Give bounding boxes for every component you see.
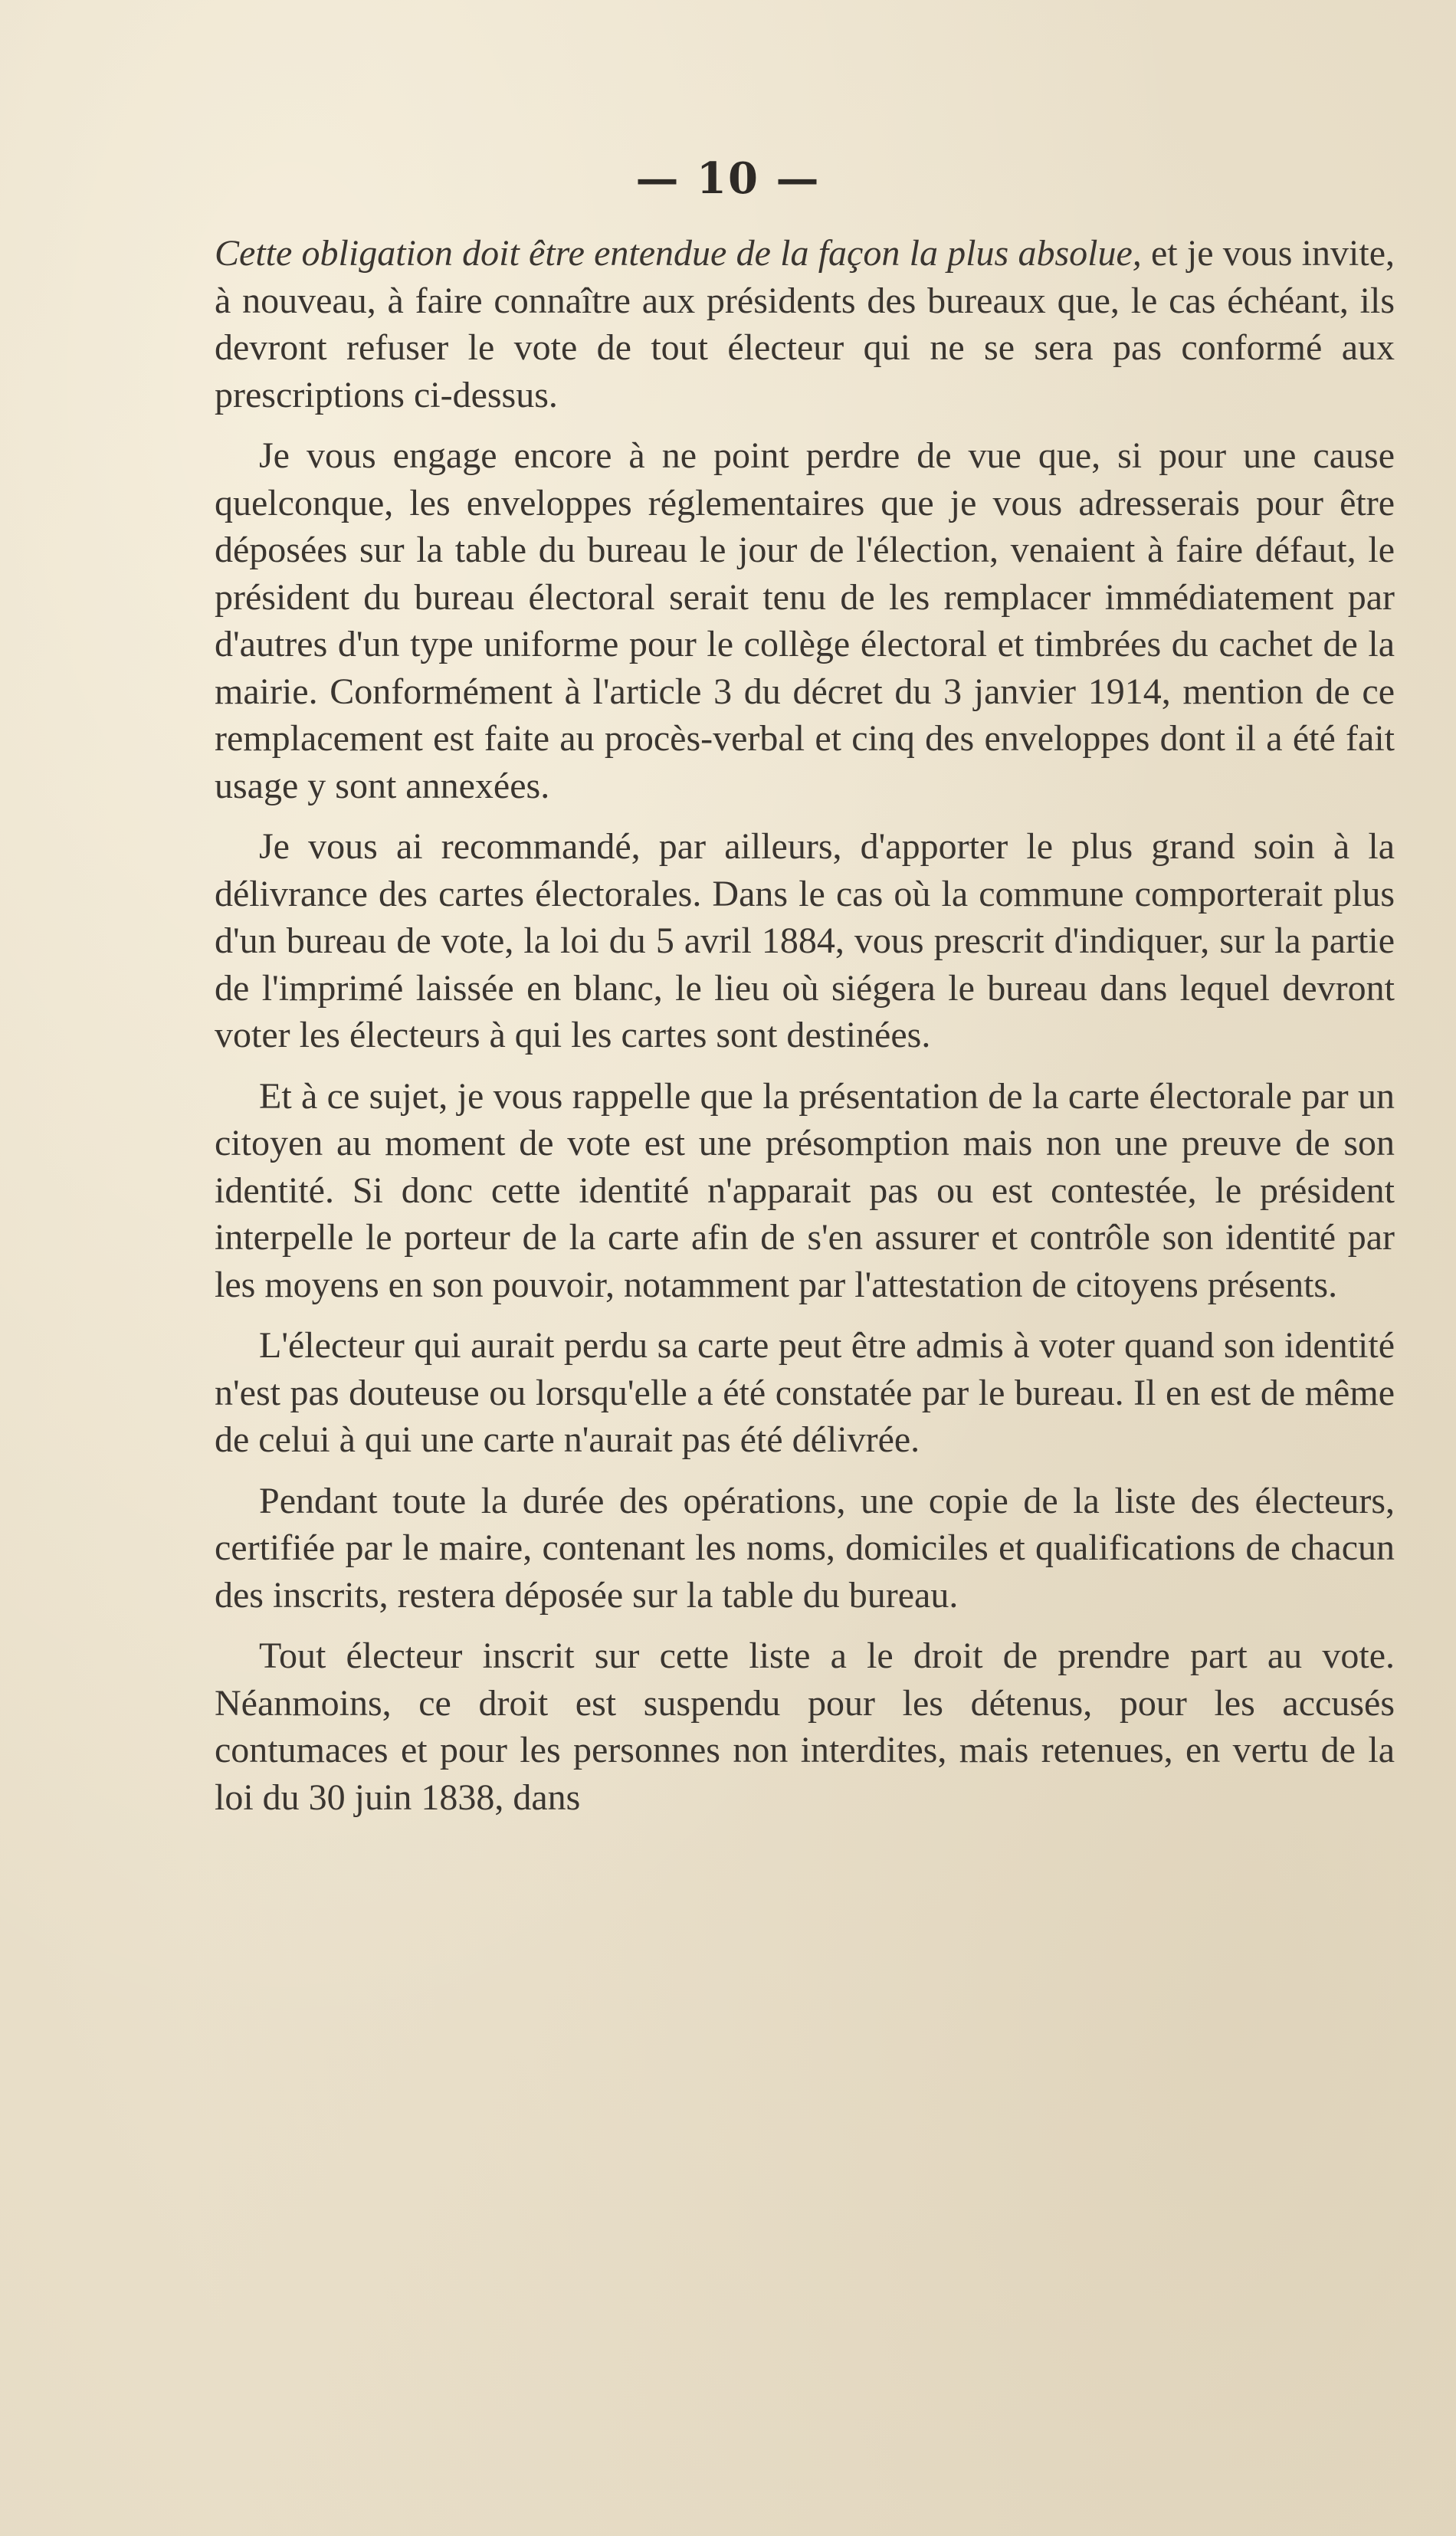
page-number: — 10 —: [635, 153, 821, 204]
paragraph-4: Et à ce sujet, je vous rappelle que la présentation de la carte électorale par un citoyen au moment de vote est une présomption mais non une preuve de son identité. Si donc cette identité n'apparait pas ou est contestée, le président interpelle le porteur de la carte afin de s'en assurer et contrôle son identité par les moyens en son pouvoir, notamment par l'attestation de citoyens présents.: [215, 1075, 1395, 1305]
paragraph-6: Pendant toute la durée des opérations, une copie de la liste des électeurs, certifiée par le maire, contenant les noms, domiciles et qualifications de chacun des inscrits, restera déposée sur la table du bureau.: [215, 1480, 1395, 1616]
paragraph-5: L'électeur qui aurait perdu sa carte peut être admis à voter quand son identité n'est pas douteuse ou lorsqu'elle a été constatée par le bureau. Il en est de même de celui à qui une carte n'aurait pas été délivrée.: [215, 1325, 1395, 1460]
paragraph-1-italic: Cette obligation doit être entendue de la façon la plus absolue,: [215, 233, 1142, 274]
paragraph-2: Je vous engage encore à ne point perdre de vue que, si pour une cause quelconque, les enveloppes réglementaires que je vous adresserais pour être déposées sur la table du bureau le jour de l'élection, venaient à faire défaut, le président du bureau électoral serait tenu de les remplacer immédiatement par d'autres d'un type uniforme pour le collège électoral et timbrées du cachet de la mairie. Conformément à l'article 3 du décret du 3 janvier 1914, mention de ce remplacement est faite au procès-verbal et cinq des enveloppes dont il a été fait usage y sont annexées.: [215, 435, 1395, 806]
paragraph-3: Je vous ai recommandé, par ailleurs, d'apporter le plus grand soin à la délivrance des cartes électorales. Dans le cas où la commune comporterait plus d'un bureau de vote, la loi du 5 avril 1884, vous prescrit d'indiquer, sur la partie de l'imprimé laissée en blanc, le lieu où siégera le bureau dans lequel devront voter les électeurs à qui les cartes sont destinées.: [215, 826, 1395, 1055]
paragraph-7: Tout électeur inscrit sur cette liste a le droit de prendre part au vote. Néanmoins, ce droit est suspendu pour les détenus, pour les accusés contumaces et pour les personnes non interdites, mais retenues, en vertu de la loi du 30 juin 1838, dans: [215, 1635, 1395, 1818]
paragraph-1-text: et je vous invite, à nouveau, à faire connaître aux présidents des bureaux que, le cas échéant, ils devront refuser le vote de tout électeur qui ne se sera pas conformé aux prescriptions ci-dessus.: [215, 233, 1395, 415]
body-text: [215, 230, 1395, 1835]
paragraph-1: [215, 230, 1395, 418]
